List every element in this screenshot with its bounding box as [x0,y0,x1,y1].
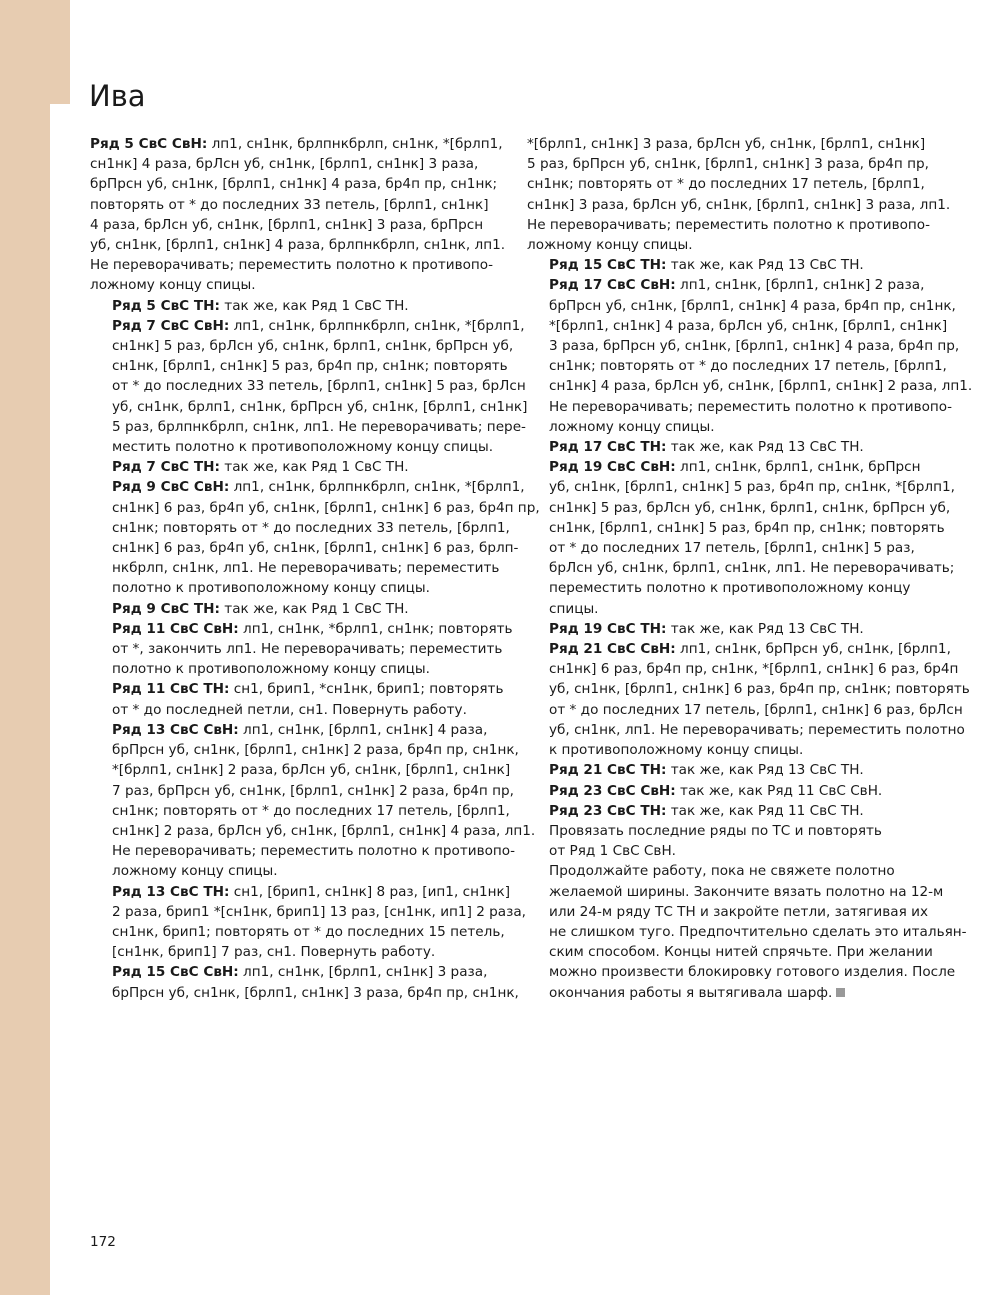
text-line [527,538,939,558]
text-line [527,801,939,821]
text-line [527,882,944,902]
line-text: так же, как Ряд 13 СвС ТН. [666,620,864,637]
text-line [90,962,502,982]
line-text: 7 раз, брПрсн уб, сн1нк, [брлп1, сн1нк] 2 раза, бр4п пр, [112,782,514,799]
row-label: Ряд 15 СвС СвН: [112,964,239,981]
line-text: сн1, [брип1, сн1нк] 8 раз, [ип1, сн1нк] [229,883,511,900]
line-text: от * до последних 17 петель, [брлп1, сн1нк] 6 раз, брЛсн [549,701,963,718]
line-text: лп1, сн1нк, [брлп1, сн1нк] 3 раза, [238,964,488,981]
text-line [90,255,502,275]
line-text: от * до последней петли, сн1. Повернуть работу. [112,701,467,718]
line-text: полотно к противоположному концу спицы. [112,661,430,678]
line-text: брПрсн уб, сн1нк, [брлп1, сн1нк] 4 раза, бр4п пр, сн1нк; [90,176,498,193]
text-line [527,477,955,497]
text-line [527,781,939,801]
text-line [527,417,939,437]
row-label: Ряд 7 СвС СвН: [112,317,230,334]
text-line [90,296,502,316]
text-line [90,821,536,841]
line-text: 2 раза, брип1 *[сн1нк, брип1] 13 раз, [сн1нк, ип1] 2 раза, [112,903,526,920]
pattern-paragraph [527,134,951,255]
pattern-paragraph [90,134,506,296]
page-title: Ива [89,79,146,113]
text-line [90,922,505,942]
text-line [90,700,502,720]
pattern-paragraph [90,619,513,680]
line-text: спицы. [549,600,599,617]
pattern-paragraph [90,457,502,477]
line-text: уб, сн1нк, [брлп1, сн1нк] 5 раз, бр4п пр, сн1нк, *[брлп1, [549,479,955,496]
line-text: так же, как Ряд 13 СвС ТН. [666,257,864,274]
text-line [90,740,519,760]
line-text: *[брлп1, сн1нк] 3 раза, брЛсн уб, сн1нк, [брлп1, сн1нк] [527,136,926,152]
line-text: сн1нк; повторять от * до последних 17 петель, [брлп1, [549,358,947,375]
text-line [527,174,939,194]
text-line [527,902,939,922]
text-line [90,174,502,194]
line-text: брПрсн уб, сн1нк, [брлп1, сн1нк] 3 раза, бр4п пр, сн1нк, [112,984,519,1001]
pattern-paragraph [527,437,939,457]
text-line [527,275,939,295]
pattern-paragraph [527,801,939,821]
row-label: Ряд 5 СвС СвН: [90,136,208,152]
text-line [527,134,939,154]
pattern-paragraph [527,619,939,639]
line-text: Не переворачивать; переместить полотно к противопо- [90,257,494,274]
line-text: сн1, брип1, *сн1нк, брип1; повторять [229,681,504,698]
pattern-paragraph [527,821,939,861]
line-text: от *, закончить лп1. Не переворачивать; переместить [112,641,503,658]
line-text: сн1нк, брип1; повторять от * до последних 15 петель, [112,923,505,940]
text-line [527,498,951,518]
text-line [90,235,506,255]
line-text: Не переворачивать; переместить полотно к противопо- [527,216,931,233]
pattern-paragraph [90,679,502,719]
line-text: местить полотно к противоположному концу спицы. [112,439,494,456]
text-line [90,215,502,235]
line-text: 3 раза, брПрсн уб, сн1нк, [брлп1, сн1нк] 4 раза, бр4п пр, [549,338,960,355]
text-line [527,296,956,316]
text-line [527,821,939,841]
line-text: уб, сн1нк, лп1. Не переворачивать; переместить полотно [549,721,965,738]
end-square-icon [836,988,845,997]
row-label: Ряд 19 СвС СвН: [549,459,676,476]
line-text: полотно к противоположному концу спицы. [112,580,430,597]
text-line [90,983,519,1003]
page-corner-band [0,0,70,104]
text-line [527,437,939,457]
text-line [90,417,526,437]
line-text: сн1нк] 6 раз, бр4п пр, сн1нк, *[брлп1, сн1нк] 6 раз, бр4п [549,661,959,678]
line-text: сн1нк] 5 раз, брЛсн уб, сн1нк, брлп1, сн1нк, брПрсн уб, [549,499,951,516]
text-line [90,902,526,922]
line-text: сн1нк; повторять от * до последних 17 петель, [брлп1, [112,802,510,819]
text-line [90,538,519,558]
line-text: сн1нк] 2 раза, брЛсн уб, сн1нк, [брлп1, сн1нк] 4 раза, лп1. [112,822,536,839]
line-text: лп1, сн1нк, [брлп1, сн1нк] 2 раза, [675,277,925,294]
text-line [527,740,939,760]
row-label: Ряд 21 СвС ТН: [549,762,667,779]
line-text: лп1, сн1нк, *брлп1, сн1нк; повторять [238,620,513,637]
line-text: так же, как Ряд 11 СвС ТН. [666,802,864,819]
text-line [90,942,502,962]
pattern-paragraph [90,599,502,619]
text-line [527,720,965,740]
text-line [90,841,516,861]
line-text: сн1нк] 6 раз, бр4п уб, сн1нк, [брлп1, сн1нк] 6 раз, бр4п пр, [112,499,540,516]
text-line [527,215,939,235]
text-line [90,134,502,154]
line-text: лп1, сн1нк, брПрсн уб, сн1нк, [брлп1, [675,641,951,658]
text-line [90,195,502,215]
text-line [527,841,939,861]
text-line [90,578,502,598]
row-label: Ряд 21 СвС СвН: [549,641,676,658]
text-line [527,518,945,538]
line-text: лп1, сн1нк, [брлп1, сн1нк] 4 раза, [238,721,488,738]
row-label: Ряд 11 СвС СвН: [112,620,239,637]
line-text: не слишком туго. Предпочтительно сделать это итальян- [549,923,967,940]
pattern-paragraph [527,255,939,275]
line-text: сн1нк] 5 раз, брЛсн уб, сн1нк, брлп1, сн1нк, брПрсн уб, [112,338,514,355]
line-text: можно произвести блокировку готового изделия. После [549,964,956,981]
text-line [90,437,502,457]
text-line [527,235,939,255]
pattern-paragraph [90,477,540,598]
line-text: так же, как Ряд 13 СвС ТН. [666,439,864,456]
line-text: ложному концу спицы. [112,863,278,880]
text-line [90,801,510,821]
row-label: Ряд 9 СвС ТН: [112,600,220,617]
pattern-paragraph [90,962,519,1002]
line-text: Продолжайте работу, пока не свяжете полотно [549,863,895,880]
pattern-paragraph [527,861,967,1002]
row-label: Ряд 11 СвС ТН: [112,681,230,698]
text-line [527,255,939,275]
line-text: [сн1нк, брип1] 7 раз, сн1. Повернуть работу. [112,944,436,961]
line-text: от Ряд 1 СвС СвН. [549,843,676,860]
line-text: Провязать последние ряды по ТС и повторять [549,822,882,839]
line-text: так же, как Ряд 1 СвС ТН. [219,297,409,314]
text-line [90,760,511,780]
text-line [90,599,502,619]
text-line [527,861,939,881]
text-line [90,861,502,881]
text-line [527,195,951,215]
line-text: ложному концу спицы. [90,277,256,294]
right-text-column [527,134,973,1003]
text-line [527,316,948,336]
row-label: Ряд 15 СвС ТН: [549,257,667,274]
text-line [90,518,510,538]
text-line [90,457,502,477]
text-line [527,942,939,962]
text-line [527,639,951,659]
line-text: ложному концу спицы. [549,418,715,435]
pattern-paragraph [527,639,970,760]
text-line [527,154,939,174]
text-line [527,376,973,396]
line-text: повторять от * до последних 33 петель, [брлп1, сн1нк] [90,196,489,213]
text-line [90,376,526,396]
row-label: Ряд 17 СвС ТН: [549,439,667,456]
line-text: желаемой ширины. Закончите вязать полотно на 12-м [549,883,944,900]
text-line [527,457,939,477]
text-line [90,397,528,417]
row-label: Ряд 19 СвС ТН: [549,620,667,637]
text-line [90,882,511,902]
text-line [527,659,959,679]
line-text: брПрсн уб, сн1нк, [брлп1, сн1нк] 4 раза, бр4п пр, сн1нк, [549,297,956,314]
line-text: сн1нк, [брлп1, сн1нк] 5 раз, бр4п пр, сн1нк; повторять [112,358,508,375]
line-text: от * до последних 33 петель, [брлп1, сн1нк] 5 раз, брЛсн [112,378,526,395]
text-line [90,154,502,174]
line-text: так же, как Ряд 11 СвС СвН. [675,782,883,799]
text-line [90,498,540,518]
text-line [90,336,514,356]
text-line [90,356,508,376]
text-line [527,619,939,639]
text-line [527,397,953,417]
text-line [527,558,955,578]
line-text: *[брлп1, сн1нк] 2 раза, брЛсн уб, сн1нк, [брлп1, сн1нк] [112,762,511,779]
line-text: сн1нк] 4 раза, брЛсн уб, сн1нк, [брлп1, сн1нк] 2 раза, лп1. [549,378,973,395]
text-line [90,659,502,679]
line-text: сн1нк, [брлп1, сн1нк] 5 раз, бр4п пр, сн1нк; повторять [549,519,945,536]
pattern-paragraph [527,457,955,619]
text-line [90,316,525,336]
text-line [527,983,939,1003]
row-label: Ряд 5 СвС ТН: [112,297,220,314]
text-line [90,781,514,801]
line-text: так же, как Ряд 1 СвС ТН. [219,459,409,476]
row-label: Ряд 23 СвС СвН: [549,782,676,799]
line-text: 5 раз, брПрсн уб, сн1нк, [брлп1, сн1нк] 3 раза, бр4п пр, [527,156,929,173]
text-line [90,720,502,740]
line-text: нкбрлп, сн1нк, лп1. Не переворачивать; переместить [112,560,500,577]
line-text: от * до последних 17 петель, [брлп1, сн1нк] 5 раз, [549,540,915,557]
row-label: Ряд 9 СвС СвН: [112,479,230,496]
line-text: лп1, сн1нк, брлпнкбрлп, сн1нк, *[брлп1, [229,317,525,334]
row-label: Ряд 17 СвС СвН: [549,277,676,294]
line-text: лп1, сн1нк, брлпнкбрлп, сн1нк, *[брлп1, [207,136,503,152]
line-text: сн1нк] 3 раза, брЛсн уб, сн1нк, [брлп1, сн1нк] 3 раза, лп1. [527,196,951,213]
text-line [90,679,502,699]
text-line [527,599,939,619]
line-text: так же, как Ряд 1 СвС ТН. [219,600,409,617]
pattern-paragraph [527,781,939,801]
row-label: Ряд 13 СвС ТН: [112,883,230,900]
text-line [527,922,967,942]
pattern-paragraph [90,316,528,457]
line-text: лп1, сн1нк, брлп1, сн1нк, брПрсн [675,459,921,476]
text-line [527,700,963,720]
pattern-paragraph [90,296,502,316]
line-text: уб, сн1нк, брлп1, сн1нк, брПрсн уб, сн1нк, [брлп1, сн1нк] [112,398,528,415]
row-label: Ряд 23 СвС ТН: [549,802,667,819]
text-line [527,578,939,598]
pattern-paragraph [527,275,973,437]
line-text: сн1нк; повторять от * до последних 17 петель, [брлп1, [527,176,925,193]
line-text: сн1нк] 6 раз, бр4п уб, сн1нк, [брлп1, сн1нк] 6 раз, брлп- [112,540,519,557]
pattern-paragraph [90,720,536,882]
row-label: Ряд 13 СвС СвН: [112,721,239,738]
text-line [90,558,502,578]
line-text: Не переворачивать; переместить полотно к противопо- [112,843,516,860]
line-text: брПрсн уб, сн1нк, [брлп1, сн1нк] 2 раза, бр4п пр, сн1нк, [112,742,519,759]
line-text: ским способом. Концы нитей спрячьте. При желании [549,944,933,961]
line-text: или 24-м ряду ТС ТН и закройте петли, затягивая их [549,903,928,920]
text-line [90,639,502,659]
text-line [527,962,956,982]
line-text: уб, сн1нк, [брлп1, сн1нк] 4 раза, брлпнкбрлп, сн1нк, лп1. [90,237,506,254]
pattern-paragraph [527,760,939,780]
text-line [90,619,513,639]
text-line [527,336,960,356]
line-text: к противоположному концу спицы. [549,742,804,759]
line-text: брЛсн уб, сн1нк, брлп1, сн1нк, лп1. Не переворачивать; [549,560,955,577]
row-label: Ряд 7 СвС ТН: [112,459,220,476]
line-text: 5 раз, брлпнкбрлп, сн1нк, лп1. Не переворачивать; пере- [112,418,526,435]
line-text: Не переворачивать; переместить полотно к противопо- [549,398,953,415]
line-text: сн1нк; повторять от * до последних 33 петель, [брлп1, [112,519,510,536]
text-line [90,477,525,497]
text-line [90,275,502,295]
page-margin-band [0,0,50,1295]
line-text: переместить полотно к противоположному концу [549,580,911,597]
left-text-column [90,134,540,1003]
line-text: *[брлп1, сн1нк] 4 раза, брЛсн уб, сн1нк, [брлп1, сн1нк] [549,317,948,334]
line-text: окончания работы я вытягивала шарф. [549,984,833,1001]
text-line [527,760,939,780]
line-text: уб, сн1нк, [брлп1, сн1нк] 6 раз, бр4п пр, сн1нк; повторять [549,681,970,698]
pattern-paragraph [90,882,526,963]
text-line [527,356,947,376]
line-text: 4 раза, брЛсн уб, сн1нк, [брлп1, сн1нк] 3 раза, брПрсн [90,216,484,233]
line-text: так же, как Ряд 13 СвС ТН. [666,762,864,779]
text-line [527,679,970,699]
page-number: 172 [90,1234,116,1250]
line-text: сн1нк] 4 раза, брЛсн уб, сн1нк, [брлп1, сн1нк] 3 раза, [90,156,479,173]
line-text: ложному концу спицы. [527,237,693,254]
line-text: лп1, сн1нк, брлпнкбрлп, сн1нк, *[брлп1, [229,479,525,496]
